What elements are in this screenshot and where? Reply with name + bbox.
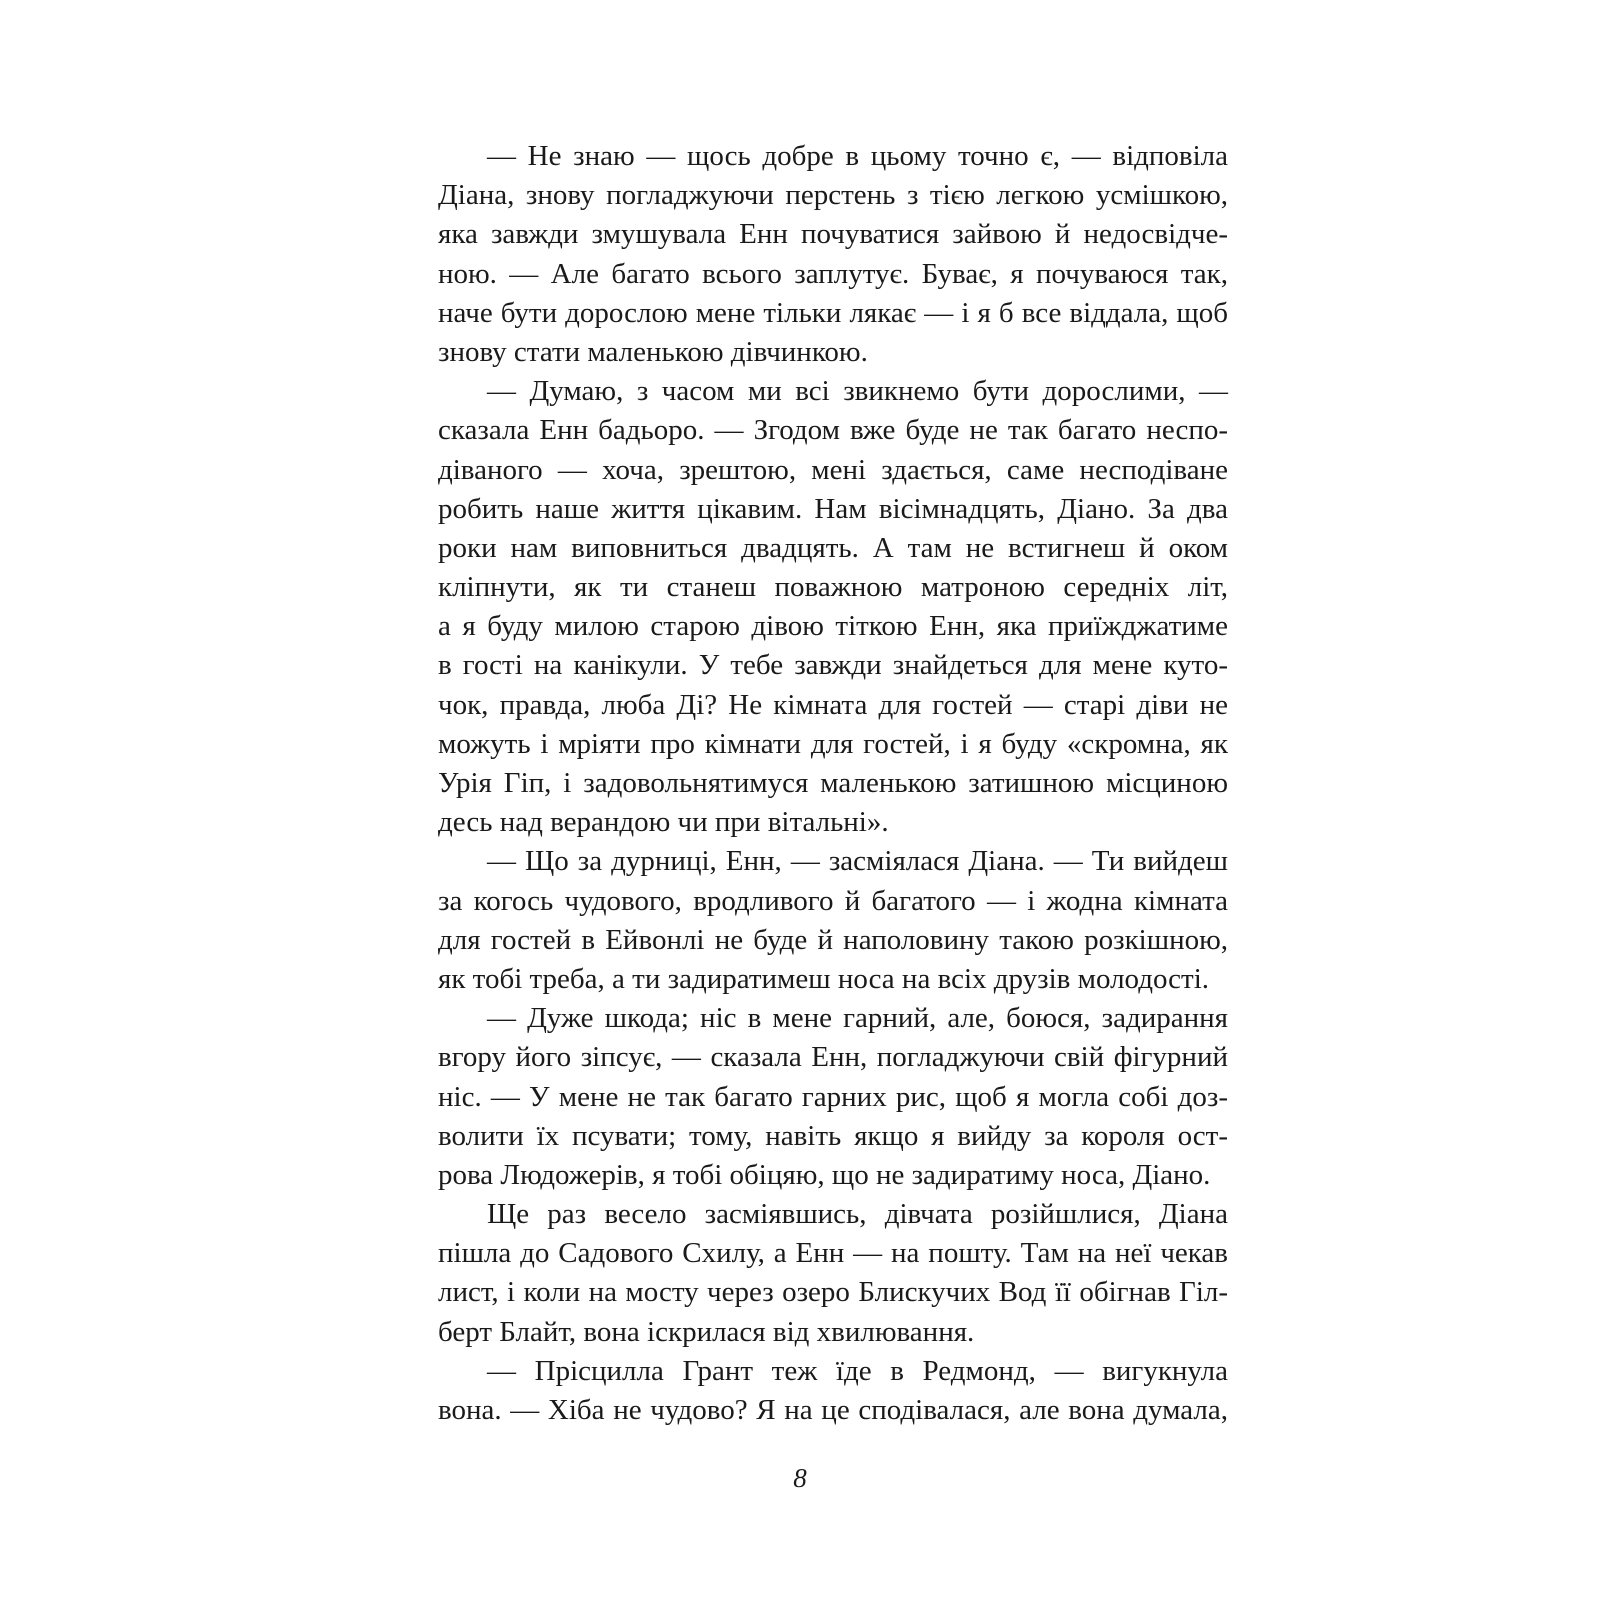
text-line: десь над верандою чи при вітальні». bbox=[438, 806, 889, 839]
text-line: вона. — Хіба не чудово? Я на це сподівалася, але вона думала, bbox=[438, 1394, 1228, 1426]
text-line: сказала Енн бадьоро. — Згодом вже буде не так багато неспо- bbox=[438, 414, 1228, 447]
text-line: ніс. — У мене не так багато гарних рис, щоб я могла собі доз- bbox=[438, 1080, 1228, 1113]
text-line: пішла до Садового Схилу, а Енн — на пошту. Там на неї чекав bbox=[438, 1237, 1228, 1270]
text-line: діваного — хоча, зрештою, мені здається, саме несподіване bbox=[438, 453, 1228, 486]
text-line: — Прісцилла Грант теж їде в Редмонд, — вигукнула bbox=[487, 1354, 1228, 1387]
text-line: волити їх псувати; тому, навіть якщо я вийду за короля ост- bbox=[438, 1119, 1228, 1152]
text-line: Ще раз весело засміявшись, дівчата розійшлися, Діана bbox=[487, 1198, 1228, 1231]
text-line: кліпнути, як ти станеш поважною матроною середніх літ, bbox=[438, 571, 1228, 604]
text-line: — Не знаю — щось добре в цьому точно є, — відповіла bbox=[487, 140, 1228, 172]
page-number: 8 bbox=[793, 1463, 807, 1493]
body-text bbox=[438, 137, 1228, 1430]
text-line: в гості на канікули. У тебе завжди знайдеться для мене куто- bbox=[438, 649, 1228, 682]
text-line: берт Блайт, вона іскрилася від хвилювання. bbox=[438, 1315, 975, 1348]
text-line: — Дуже шкода; ніс в мене гарний, але, боюся, задирання bbox=[487, 1002, 1228, 1035]
text-line: Урія Гіп, і задовольнятимуся маленькою затишною місциною bbox=[438, 767, 1228, 799]
text-line: а я буду милою старою дівою тіткою Енн, яка приїжджатиме bbox=[438, 610, 1228, 643]
text-line: лист, і коли на мосту через озеро Блискучих Вод її обігнав Гіл- bbox=[438, 1276, 1228, 1309]
text-line: можуть і мріяти про кімнати для гостей, і я буду «скромна, як bbox=[438, 727, 1228, 760]
text-line: рова Людожерів, я тобі обіцяю, що не задиратиму носа, Діано. bbox=[438, 1158, 1211, 1191]
text-line: Діана, знову погладжуючи перстень з тією легкою усмішкою, bbox=[438, 179, 1228, 212]
text-line: знову стати маленькою дівчинкою. bbox=[438, 335, 868, 368]
text-line: робить наше життя цікавим. Нам вісімнадцять, Діано. За два bbox=[438, 492, 1228, 525]
text-line: як тобі треба, а ти задиратимеш носа на всіх друзів молодості. bbox=[438, 962, 1210, 995]
text-line: — Що за дурниці, Енн, — засміялася Діана. — Ти вийдеш bbox=[487, 845, 1228, 878]
text-line: — Думаю, з часом ми всі звикнемо бути дорослими, — bbox=[487, 375, 1228, 408]
text-line: вгору його зіпсує, — сказала Енн, погладжуючи свій фігурний bbox=[438, 1041, 1228, 1074]
text-line: наче бути дорослою мене тільки лякає — і я б все віддала, щоб bbox=[438, 296, 1228, 329]
text-line: за когось чудового, вродливого й багатого — і жодна кімната bbox=[438, 884, 1228, 917]
text-line: для гостей в Ейвонлі не буде й наполовину такою розкішною, bbox=[438, 923, 1228, 956]
text-line: роки нам виповниться двадцять. А там не встигнеш й оком bbox=[438, 531, 1228, 564]
text-line: ною. — Але багато всього заплутує. Буває, я почуваюся так, bbox=[438, 257, 1228, 290]
text-line: чок, правда, люба Ді? Не кімната для гостей — старі діви не bbox=[438, 688, 1228, 721]
text-line: яка завжди змушувала Енн почуватися зайвою й недосвідче- bbox=[438, 218, 1228, 251]
